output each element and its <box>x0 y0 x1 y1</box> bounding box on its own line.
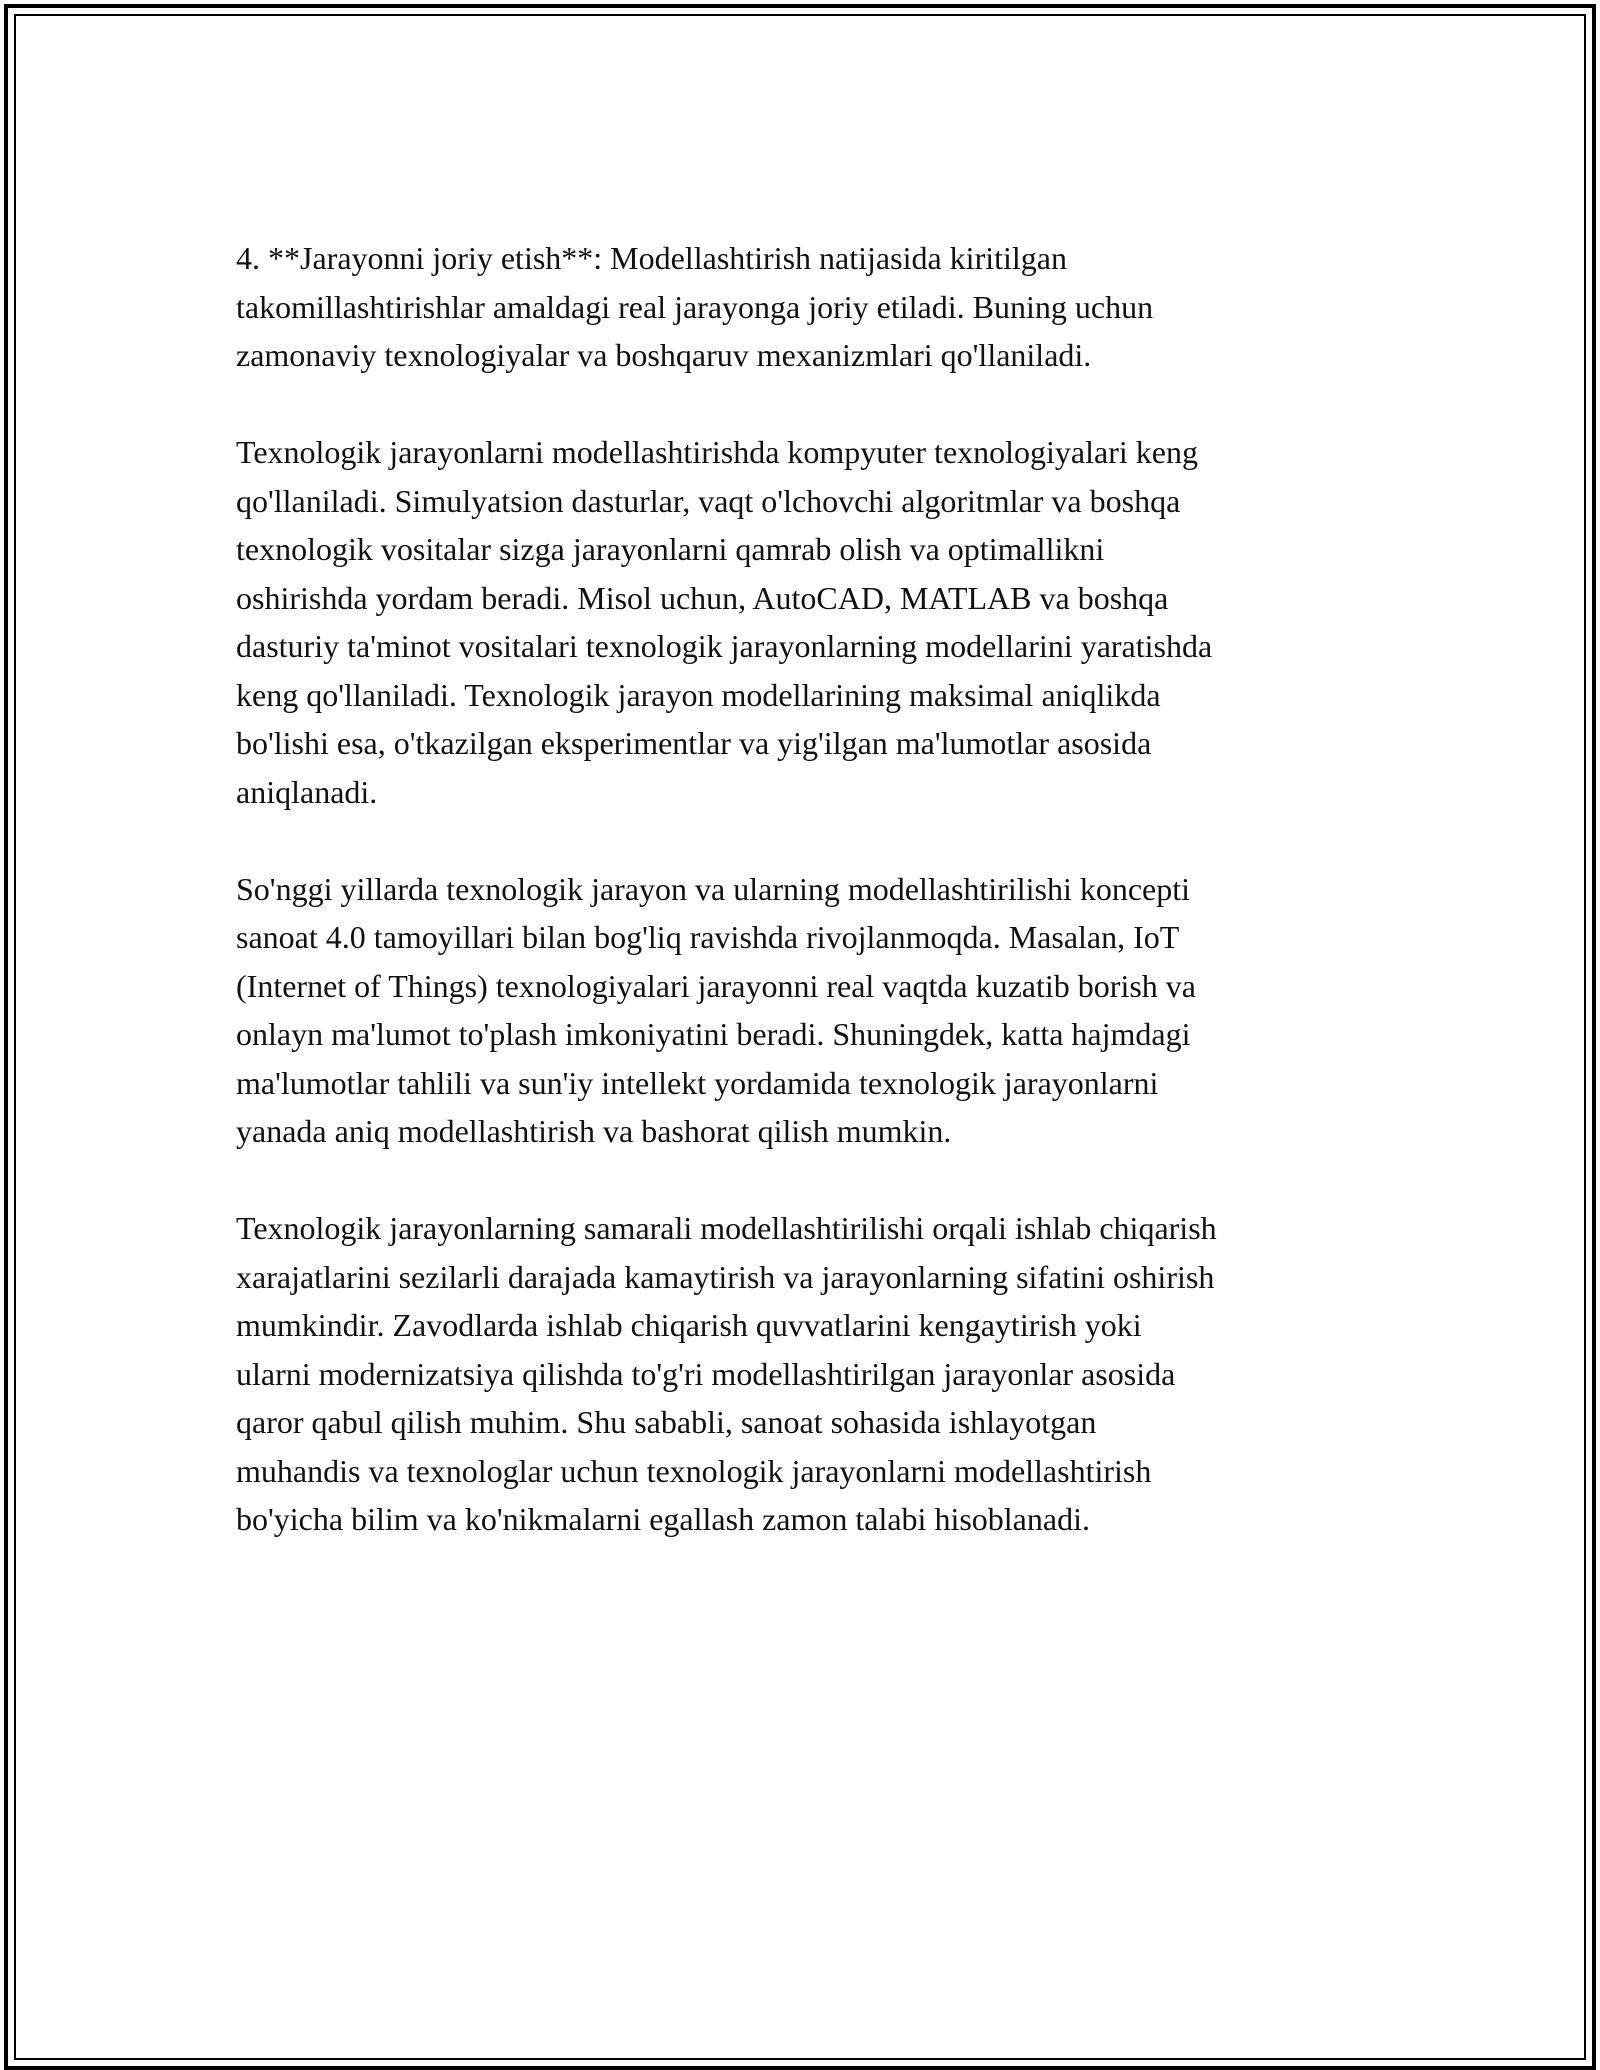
paragraph-computer-technologies <box>236 428 1386 816</box>
text-line: oshirishda yordam beradi. Misol uchun, AutoCAD, MATLAB va boshqa <box>236 579 1169 616</box>
text-line: So'nggi yillarda texnologik jarayon va ularning modellashtirilishi koncepti <box>236 870 1191 907</box>
text-line: sanoat 4.0 tamoyillari bilan bog'liq ravishda rivojlanmoqda. Masalan, IoT <box>236 919 1180 955</box>
text-line: Texnologik jarayonlarni modellashtirishda kompyuter texnologiyalari keng <box>236 434 1198 470</box>
text-line: 4. **Jarayonni joriy etish**: Modellashtirish natijasida kiritilgan <box>236 240 1067 276</box>
text-line: mumkindir. Zavodlarda ishlab chiqarish quvvatlarini kengaytirish yoki <box>236 1307 1142 1343</box>
text-line: onlayn ma'lumot to'plash imkoniyatini beradi. Shuningdek, katta hajmdagi <box>236 1016 1191 1052</box>
document-body <box>236 234 1386 1592</box>
text-line: dasturiy ta'minot vositalari texnologik jarayonlarning modellarini yaratishda <box>236 628 1213 664</box>
text-line: qaror qabul qilish muhim. Shu sababli, sanoat sohasida ishlayotgan <box>236 1404 1097 1440</box>
text-line: bo'lishi esa, o'tkazilgan eksperimentlar va yig'ilgan ma'lumotlar asosida <box>236 725 1152 761</box>
text-line: (Internet of Things) texnologiyalari jarayonni real vaqtda kuzatib borish va <box>236 967 1196 1004</box>
text-line: Texnologik jarayonlarning samarali modellashtirilishi orqali ishlab chiqarish <box>236 1210 1217 1246</box>
paragraph-efficient-modeling <box>236 1204 1386 1544</box>
text-line: aniqlanadi. <box>236 773 378 810</box>
text-line: xarajatlarini sezilarli darajada kamaytirish va jarayonlarning sifatini oshirish <box>236 1258 1215 1295</box>
paragraph-industry-4-0 <box>236 865 1386 1156</box>
text-line: zamonaviy texnologiyalar va boshqaruv mexanizmlari qo'llaniladi. <box>236 337 1092 373</box>
paragraph-implementation-step <box>236 234 1386 380</box>
text-line: ularni modernizatsiya qilishda to'g'ri modellashtirilgan jarayonlar asosida <box>236 1355 1176 1392</box>
text-line: ma'lumotlar tahlili va sun'iy intellekt yordamida texnologik jarayonlarni <box>236 1064 1159 1101</box>
text-line: texnologik vositalar sizga jarayonlarni qamrab olish va optimallikni <box>236 531 1105 567</box>
text-line: qo'llaniladi. Simulyatsion dasturlar, vaqt o'lchovchi algoritmlar va boshqa <box>236 482 1181 519</box>
text-line: bo'yicha bilim va ko'nikmalarni egallash zamon talabi hisoblanadi. <box>236 1501 1090 1537</box>
text-line: muhandis va texnologlar uchun texnologik jarayonlarni modellashtirish <box>236 1452 1152 1489</box>
text-line: takomillashtirishlar amaldagi real jarayonga joriy etiladi. Buning uchun <box>236 288 1154 325</box>
text-line: yanada aniq modellashtirish va bashorat qilish mumkin. <box>236 1113 952 1149</box>
text-line: keng qo'llaniladi. Texnologik jarayon modellarining maksimal aniqlikda <box>236 676 1161 713</box>
